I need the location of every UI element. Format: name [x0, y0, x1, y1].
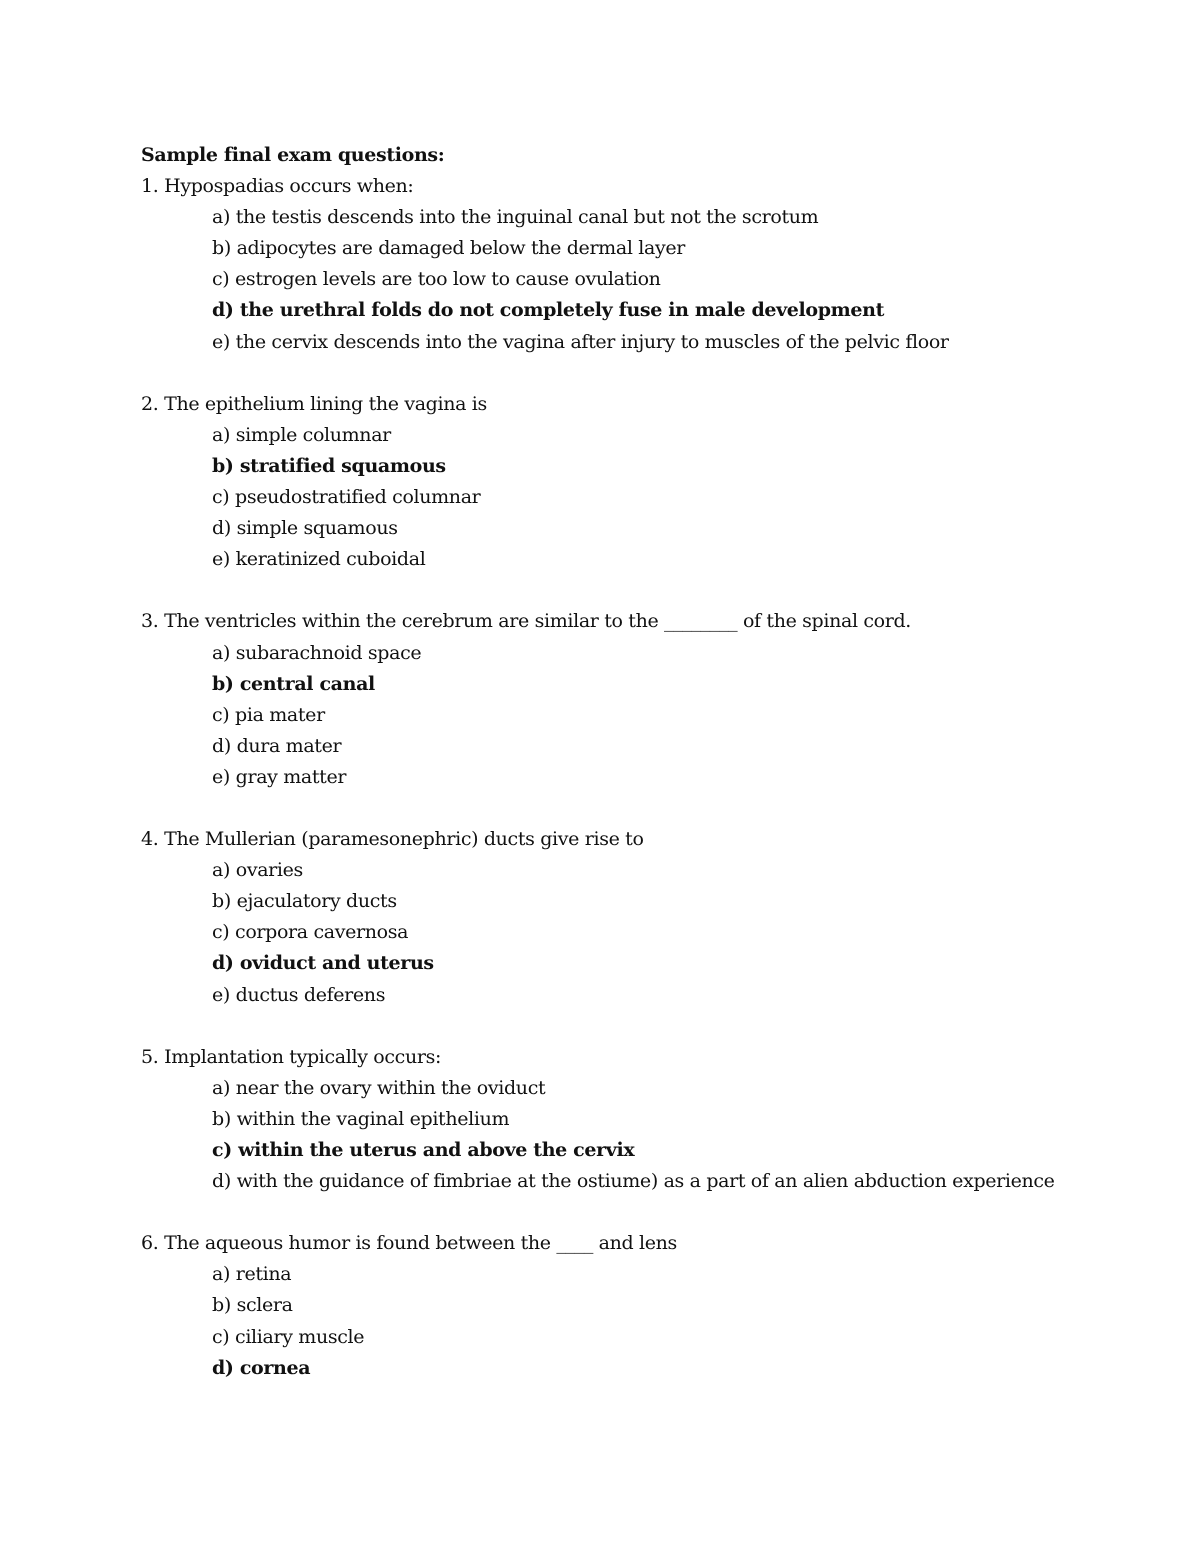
answer-option: e) gray matter — [212, 765, 347, 788]
question-spacer — [141, 358, 1151, 389]
answer-option: d) dura mater — [212, 734, 342, 757]
answer-option: c) estrogen levels are too low to cause ovulation — [212, 268, 661, 291]
answer-option: a) retina — [212, 1263, 292, 1286]
question-prompt: 2. The epithelium lining the vagina is — [141, 392, 487, 415]
answer-option-correct: b) stratified squamous — [212, 454, 446, 477]
question-spacer — [141, 575, 1151, 606]
question-prompt: 1. Hypospadias occurs when: — [141, 175, 414, 198]
question-block — [141, 389, 1151, 576]
answer-option: d) simple squamous — [212, 517, 398, 540]
exam-document — [141, 140, 1151, 1384]
answer-option: b) within the vaginal epithelium — [212, 1107, 510, 1130]
answer-option-correct: d) cornea — [212, 1356, 311, 1379]
answer-option: a) subarachnoid space — [212, 641, 422, 664]
answer-option: a) the testis descends into the inguinal canal but not the scrotum — [212, 206, 819, 229]
answer-option: c) pia mater — [212, 703, 325, 726]
answer-option: a) near the ovary within the oviduct — [212, 1076, 546, 1099]
answer-option-correct: b) central canal — [212, 672, 375, 695]
answer-option: d) with the guidance of fimbriae at the ostiume) as a part of an alien abduction experience — [212, 1170, 1055, 1193]
answer-option: e) keratinized cuboidal — [212, 548, 426, 571]
answer-option: b) ejaculatory ducts — [212, 890, 397, 913]
question-block — [141, 606, 1151, 793]
answer-option-correct: d) oviduct and uterus — [212, 952, 434, 975]
question-spacer — [141, 1197, 1151, 1228]
answer-option-correct: d) the urethral folds do not completely fuse in male development — [212, 299, 885, 322]
answer-option: a) ovaries — [212, 859, 303, 882]
answer-option: c) ciliary muscle — [212, 1325, 365, 1348]
answer-option: a) simple columnar — [212, 423, 391, 446]
question-spacer — [141, 793, 1151, 824]
answer-option-correct: c) within the uterus and above the cervix — [212, 1139, 635, 1161]
question-prompt: 5. Implantation typically occurs: — [141, 1045, 442, 1068]
question-prompt: 4. The Mullerian (paramesonephric) ducts give rise to — [141, 828, 644, 851]
question-prompt: 3. The ventricles within the cerebrum are similar to the ________ of the spinal cord. — [141, 610, 911, 633]
answer-option: e) the cervix descends into the vagina after injury to muscles of the pelvic floor — [212, 330, 949, 353]
question-prompt: 6. The aqueous humor is found between the ____ and lens — [141, 1232, 677, 1255]
answer-option: b) adipocytes are damaged below the dermal layer — [212, 237, 685, 260]
question-spacer — [141, 1011, 1151, 1042]
question-block — [141, 171, 1151, 358]
question-block — [141, 1042, 1151, 1197]
document-heading: Sample final exam questions: — [141, 144, 445, 166]
answer-option: e) ductus deferens — [212, 983, 386, 1006]
question-block — [141, 1228, 1151, 1383]
question-list — [141, 171, 1151, 1384]
answer-option: c) corpora cavernosa — [212, 921, 409, 944]
question-block — [141, 824, 1151, 1011]
answer-option: c) pseudostratified columnar — [212, 486, 481, 509]
answer-option: b) sclera — [212, 1294, 293, 1317]
